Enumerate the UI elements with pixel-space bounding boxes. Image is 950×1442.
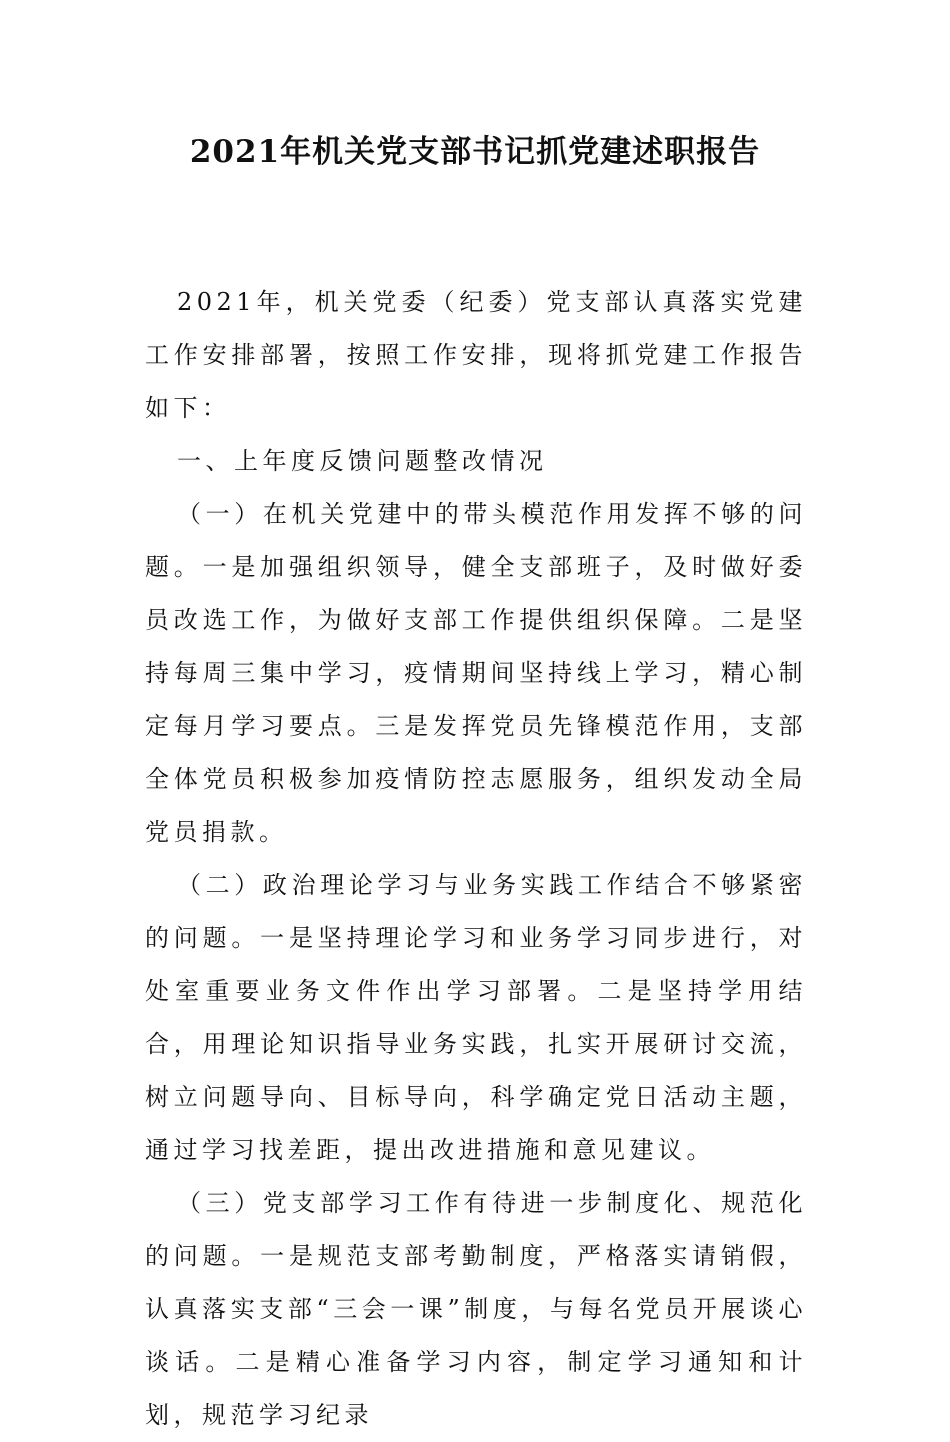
document-title: 2021年机关党支部书记抓党建述职报告 [189,134,761,170]
paragraph-item-3: （三）党支部学习工作有待进一步制度化、规范化的问题。一是规范支部考勤制度，严格落实请销假，认真落实支部“三会一课”制度，与每名党员开展谈心谈话。二是精心准备学习内容，制定学习通知和计划，规范学习纪录 [145,1189,807,1429]
document-body [145,276,807,1442]
paragraph-item-1: （一）在机关党建中的带头模范作用发挥不够的问题。一是加强组织领导，健全支部班子，及时做好委员改选工作，为做好支部工作提供组织保障。二是坚持每周三集中学习，疫情期间坚持线上学习，精心制定每月学习要点。三是发挥党员先锋模范作用，支部全体党员积极参加疫情防控志愿服务，组织发动全局党员捐款。 [145,500,807,846]
paragraph-item-2: （二）政治理论学习与业务实践工作结合不够紧密的问题。一是坚持理论学习和业务学习同步进行，对处室重要业务文件作出学习部署。二是坚持学用结合，用理论知识指导业务实践，扎实开展研讨交流，树立问题导向、目标导向，科学确定党日活动主题，通过学习找差距，提出改进措施和意见建议。 [145,871,807,1164]
paragraph-intro: 2021年，机关党委（纪委）党支部认真落实党建工作安排部署，按照工作安排，现将抓党建工作报告如下： [145,288,807,422]
section-heading-1: 一、上年度反馈问题整改情况 [177,447,548,475]
